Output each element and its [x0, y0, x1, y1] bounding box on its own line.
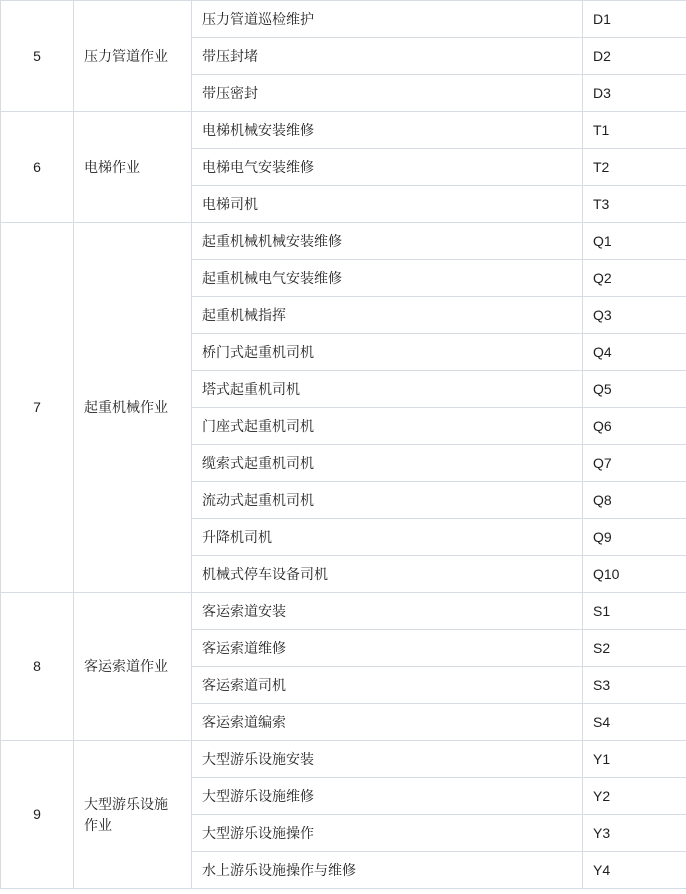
- group-category: 客运索道作业: [74, 593, 192, 741]
- group-index: 8: [1, 593, 74, 741]
- item-code: Y2: [583, 778, 686, 815]
- item-name: 塔式起重机司机: [192, 371, 583, 408]
- item-code: Q9: [583, 519, 686, 556]
- item-code: D2: [583, 38, 686, 75]
- item-name: 起重机械指挥: [192, 297, 583, 334]
- item-code: T3: [583, 186, 686, 223]
- item-name: 缆索式起重机司机: [192, 445, 583, 482]
- item-name: 起重机械机械安装维修: [192, 223, 583, 260]
- item-code: D3: [583, 75, 686, 112]
- item-name: 压力管道巡检维护: [192, 1, 583, 38]
- group-category: 电梯作业: [74, 112, 192, 223]
- table-row: [1, 741, 686, 778]
- item-code: Q6: [583, 408, 686, 445]
- item-code: T1: [583, 112, 686, 149]
- group-category: 压力管道作业: [74, 1, 192, 112]
- item-name: 大型游乐设施安装: [192, 741, 583, 778]
- table-row: [1, 1, 686, 38]
- item-code: Q3: [583, 297, 686, 334]
- item-code: Q8: [583, 482, 686, 519]
- item-name: 大型游乐设施操作: [192, 815, 583, 852]
- item-code: S2: [583, 630, 686, 667]
- item-name: 大型游乐设施维修: [192, 778, 583, 815]
- table-body: [1, 1, 686, 889]
- item-name: 起重机械电气安装维修: [192, 260, 583, 297]
- item-name: 电梯电气安装维修: [192, 149, 583, 186]
- item-code: S4: [583, 704, 686, 741]
- table-row: [1, 223, 686, 260]
- group-category: 大型游乐设施作业: [74, 741, 192, 889]
- item-name: 门座式起重机司机: [192, 408, 583, 445]
- item-code: S1: [583, 593, 686, 630]
- item-name: 机械式停车设备司机: [192, 556, 583, 593]
- item-code: Q2: [583, 260, 686, 297]
- item-code: Y3: [583, 815, 686, 852]
- item-code: Q4: [583, 334, 686, 371]
- item-name: 客运索道安装: [192, 593, 583, 630]
- item-code: Y4: [583, 852, 686, 889]
- item-name: 客运索道维修: [192, 630, 583, 667]
- item-code: Q10: [583, 556, 686, 593]
- item-name: 带压密封: [192, 75, 583, 112]
- item-code: Q5: [583, 371, 686, 408]
- item-name: 流动式起重机司机: [192, 482, 583, 519]
- group-index: 6: [1, 112, 74, 223]
- group-index: 9: [1, 741, 74, 889]
- group-index: 5: [1, 1, 74, 112]
- item-name: 升降机司机: [192, 519, 583, 556]
- item-name: 带压封堵: [192, 38, 583, 75]
- group-index: 7: [1, 223, 74, 593]
- item-name: 电梯机械安装维修: [192, 112, 583, 149]
- group-category: 起重机械作业: [74, 223, 192, 593]
- item-name: 客运索道司机: [192, 667, 583, 704]
- table-row: [1, 112, 686, 149]
- table-row: [1, 593, 686, 630]
- item-code: S3: [583, 667, 686, 704]
- item-code: Q1: [583, 223, 686, 260]
- item-name: 客运索道编索: [192, 704, 583, 741]
- item-code: T2: [583, 149, 686, 186]
- item-name: 水上游乐设施操作与维修: [192, 852, 583, 889]
- item-code: Q7: [583, 445, 686, 482]
- item-name: 桥门式起重机司机: [192, 334, 583, 371]
- item-name: 电梯司机: [192, 186, 583, 223]
- item-code: Y1: [583, 741, 686, 778]
- item-code: D1: [583, 1, 686, 38]
